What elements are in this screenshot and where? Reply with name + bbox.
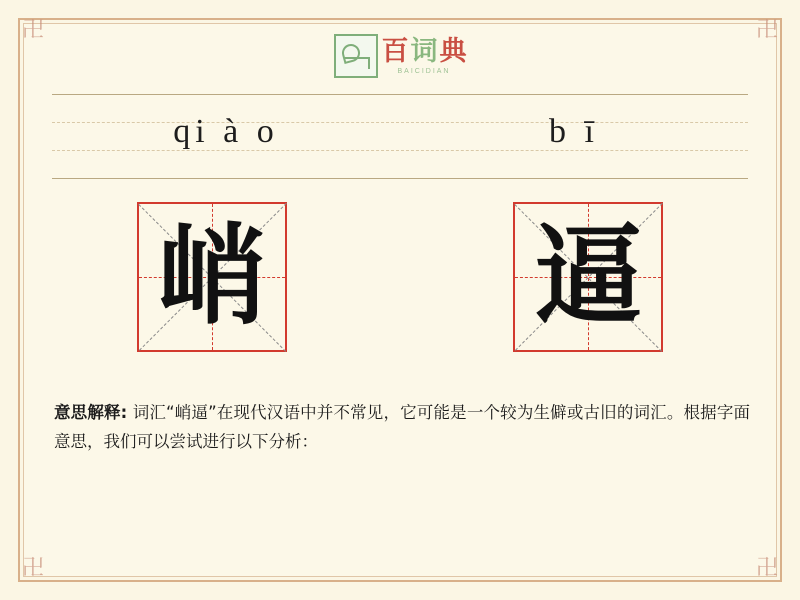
logo-text-block <box>381 35 467 75</box>
corner-ornament-bottom-right-icon: 卍 <box>755 556 778 581</box>
seal-book-icon <box>334 34 378 78</box>
logo-characters <box>381 35 467 67</box>
character-glyph-2: 逼 <box>533 214 642 339</box>
staff-line-1 <box>52 94 748 95</box>
logo-header <box>24 28 776 84</box>
explanation-label: 意思解释: <box>54 403 128 422</box>
explanation-text: 词汇“峭逼”在现代汉语中并不常见，它可能是一个较为生僻或古旧的词汇。根据字面意思，我们可以尝试进行以下分析： <box>54 403 750 451</box>
logo-char-2: 词 <box>410 35 438 67</box>
pinyin-text-1: qi à o <box>173 113 279 150</box>
logo-char-1: 百 <box>381 35 409 67</box>
content-area <box>24 24 776 576</box>
logo-char-3: 典 <box>439 35 467 67</box>
explanation-block <box>54 399 750 457</box>
site-logo[interactable] <box>334 34 467 78</box>
tianzige-grid-2 <box>513 202 663 352</box>
pinyin-row <box>52 104 748 160</box>
staff-line-4 <box>52 178 748 179</box>
pinyin-cell-2 <box>400 104 748 160</box>
corner-ornament-bottom-left-icon: 卍 <box>21 556 44 581</box>
pinyin-text-2: b ī <box>549 113 599 150</box>
character-cell-1 <box>24 202 400 362</box>
character-cell-2 <box>400 202 776 362</box>
logo-subtitle: BAICIDIAN <box>397 67 451 75</box>
pinyin-cell-1 <box>52 104 400 160</box>
character-glyph-1: 峭 <box>157 214 266 339</box>
corner-ornament-top-left-icon: 卍 <box>21 18 44 43</box>
tianzige-grid-1 <box>137 202 287 352</box>
pinyin-staff <box>52 94 748 180</box>
character-row <box>24 202 776 362</box>
corner-ornament-top-right-icon: 卍 <box>755 18 778 43</box>
